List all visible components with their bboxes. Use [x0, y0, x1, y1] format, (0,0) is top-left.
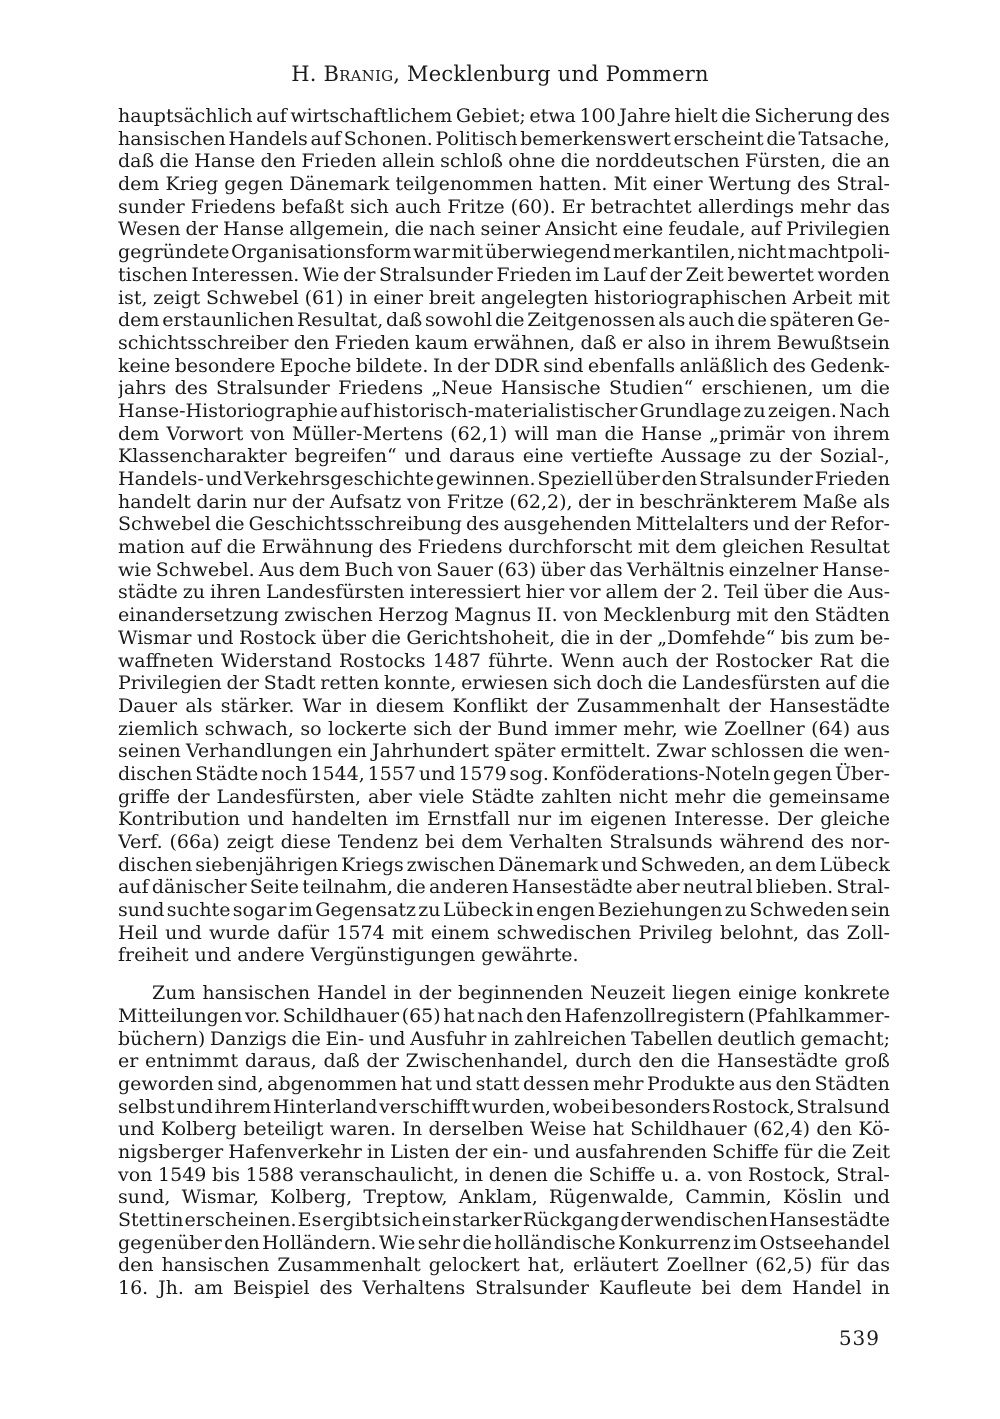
text-line: Privilegien der Stadt retten konnte, erwiesen sich doch die Landesfürsten auf die [118, 672, 890, 695]
text-line: sund suchte sogar im Gegensatz zu Lübeck in engen Beziehungen zu Schweden sein [118, 899, 890, 922]
text-line: auf dänischer Seite teilnahm, die anderen Hansestädte aber neutral blieben. Stral- [118, 876, 890, 899]
paragraph [118, 982, 890, 1300]
text-line: sunder Friedens befaßt sich auch Fritze (60). Er betrachtet allerdings mehr das [118, 195, 890, 218]
text-line: freiheit und andere Vergünstigungen gewährte. [118, 944, 579, 967]
text-line: jahrs des Stralsunder Friedens „Neue Hansische Studien“ erschienen, um die [118, 377, 890, 400]
text-line: Schwebel die Geschichtsschreibung des ausgehenden Mittelalters und der Refor- [118, 513, 890, 536]
text-line: dem Vorwort von Müller-Mertens (62,1) will man die Hanse „primär von ihrem [118, 422, 890, 445]
text-line: Dauer als stärker. War in diesem Konflikt der Zusammenhalt der Hansestädte [118, 694, 890, 717]
text-line: einandersetzung zwischen Herzog Magnus II. von Mecklenburg mit den Städten [118, 604, 890, 627]
text-line: wie Schwebel. Aus dem Buch von Sauer (63) über das Verhältnis einzelner Hanse- [118, 558, 890, 581]
text-line: den hansischen Zusammenhalt gelockert hat, erläutert Zoellner (62,5) für das [118, 1254, 890, 1277]
text-line: und Kolberg beteiligt waren. In derselben Weise hat Schildhauer (62,4) den Kö- [118, 1118, 890, 1141]
text-line: Klassencharakter begreifen“ und daraus eine vertiefte Aussage zu der Sozial-, [118, 445, 890, 468]
text-line: gegründete Organisationsform war mit überwiegend merkantilen, nicht machtpoli- [118, 241, 890, 264]
text-line: nigsberger Hafenverkehr in Listen der ein- und ausfahrenden Schiffe für die Zeit [118, 1140, 890, 1163]
text-line: Zum hansischen Handel in der beginnenden Neuzeit liegen einige konkrete [152, 982, 890, 1005]
text-line: dischen Städte noch 1544, 1557 und 1579 sog. Konföderations-Noteln gegen Über- [118, 762, 890, 785]
text-line: von 1549 bis 1588 veranschaulicht, in denen die Schiffe u. a. von Rostock, Stral- [118, 1163, 890, 1186]
text-line: selbst und ihrem Hinterland verschifft wurden, wobei besonders Rostock, Stralsund [118, 1095, 890, 1118]
text-line: sund, Wismar, Kolberg, Treptow, Anklam, Rügenwalde, Cammin, Köslin und [118, 1186, 890, 1209]
running-head-title: Mecklenburg und Pommern [407, 62, 709, 86]
text-line: ziemlich schwach, so lockerte sich der Bund immer mehr, wie Zoellner (64) aus [118, 717, 890, 740]
text-line: städte zu ihren Landesfürsten interessiert hier vor allem der 2. Teil über die Aus- [118, 581, 890, 604]
text-line: Hanse-Historiographie auf historisch-materialistischer Grundlage zu zeigen. Nach [118, 399, 890, 422]
paragraph [118, 105, 890, 967]
page-number: 539 [838, 1326, 880, 1350]
text-line: Kontribution und handelten im Ernstfall nur im eigenen Interesse. Der gleiche [118, 808, 890, 831]
body-text [118, 105, 890, 1300]
text-line: seinen Verhandlungen ein Jahrhundert später ermittelt. Zwar schlossen die wen- [118, 740, 890, 763]
text-line: gegenüber den Holländern. Wie sehr die holländische Konkurrenz im Ostseehandel [118, 1231, 890, 1254]
running-head [200, 62, 800, 86]
text-line: griffe der Landesfürsten, aber viele Städte zahlten nicht mehr die gemeinsame [118, 785, 890, 808]
text-line: dem Krieg gegen Dänemark teilgenommen hatten. Mit einer Wertung des Stral- [118, 173, 890, 196]
text-line: 16. Jh. am Beispiel des Verhaltens Stralsunder Kaufleute bei dem Handel in [118, 1277, 890, 1300]
text-line: er entnimmt daraus, daß der Zwischenhandel, durch den die Hansestädte groß [118, 1050, 890, 1073]
text-line: hauptsächlich auf wirtschaftlichem Gebiet; etwa 100 Jahre hielt die Sicherung des [118, 105, 890, 127]
text-line: Wesen der Hanse allgemein, die nach seiner Ansicht eine feudale, auf Privilegien [118, 218, 890, 241]
text-line: hansischen Handels auf Schonen. Politisch bemerkenswert erscheint die Tatsache, [118, 127, 890, 150]
text-line: keine besondere Epoche bildete. In der DDR sind ebenfalls anläßlich des Gedenk- [118, 354, 890, 377]
text-line: geworden sind, abgenommen hat und statt dessen mehr Produkte aus den Städten [118, 1072, 890, 1095]
paragraph-gap [118, 967, 890, 982]
text-line: Mitteilungen vor. Schildhauer (65) hat nach den Hafenzollregistern (Pfahlkammer- [118, 1004, 890, 1027]
text-line: Handels- und Verkehrsgeschichte gewinnen. Speziell über den Stralsunder Frieden [118, 468, 890, 490]
text-line: handelt darin nur der Aufsatz von Fritze (62,2), der in beschränkterem Maße als [118, 490, 890, 513]
text-line: waffneten Widerstand Rostocks 1487 führte. Wenn auch der Rostocker Rat die [118, 649, 890, 672]
text-line: dischen siebenjährigen Kriegs zwischen Dänemark und Schweden, an dem Lübeck [118, 853, 890, 876]
text-line: schichtsschreiber den Frieden kaum erwähnen, daß er also in ihrem Bewußtsein [118, 331, 890, 354]
text-line: daß die Hanse den Frieden allein schloß ohne die norddeutschen Fürsten, die an [118, 150, 890, 173]
text-line: Stettin erscheinen. Es ergibt sich ein starker Rückgang der wendischen Hansestädte [118, 1209, 890, 1231]
text-line: büchern) Danzigs die Ein- und Ausfuhr in zahlreichen Tabellen deutlich gemacht; [118, 1027, 890, 1050]
text-line: Wismar und Rostock über die Gerichtshoheit, die in der „Domfehde“ bis zum be- [118, 626, 890, 649]
text-line: ist, zeigt Schwebel (61) in einer breit angelegten historiographischen Arbeit mit [118, 286, 890, 309]
text-line: Heil und wurde dafür 1574 mit einem schwedischen Privileg belohnt, das Zoll- [118, 921, 890, 944]
text-line: tischen Interessen. Wie der Stralsunder Frieden im Lauf der Zeit bewertet worden [118, 263, 890, 286]
text-line: dem erstaunlichen Resultat, daß sowohl die Zeitgenossen als auch die späteren Ge- [118, 309, 890, 332]
text-line: mation auf die Erwähnung des Friedens durchforscht mit dem gleichen Resultat [118, 536, 890, 559]
text-line: Verf. (66a) zeigt diese Tendenz bei dem Verhalten Stralsunds während des nor- [118, 831, 890, 853]
running-head-author: H. Branig, [291, 62, 401, 86]
